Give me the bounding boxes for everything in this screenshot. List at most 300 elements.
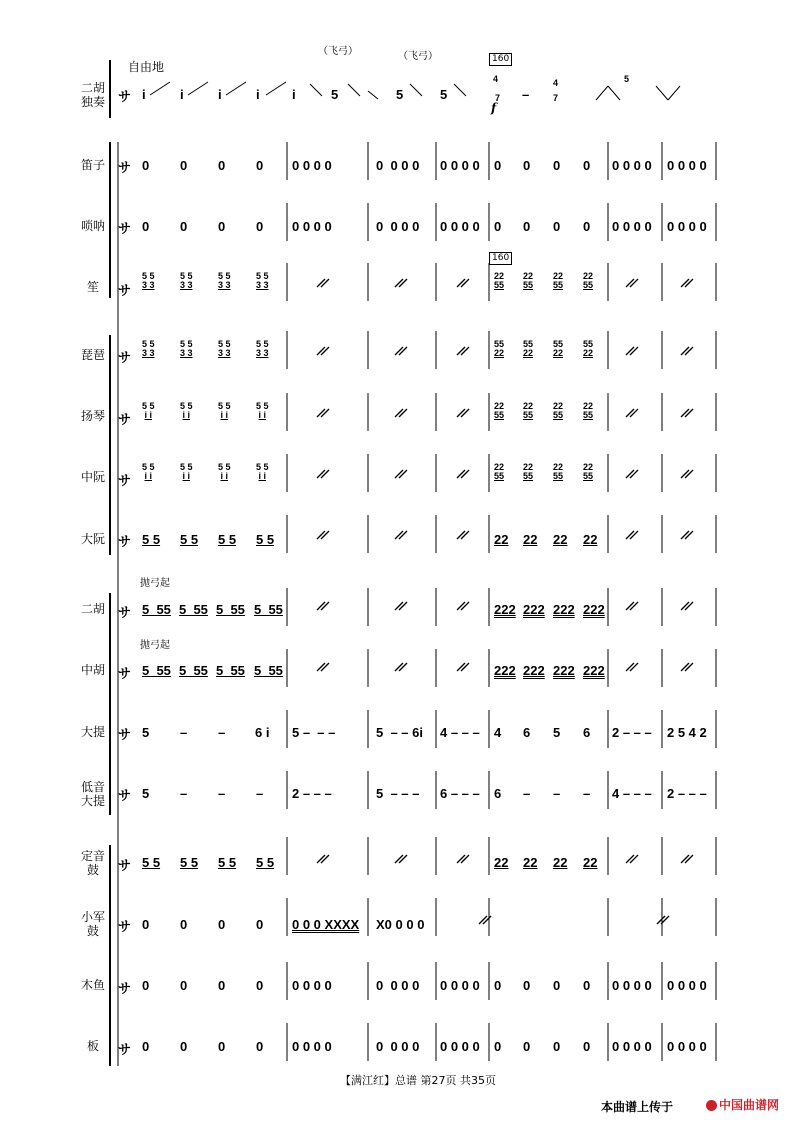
barline [399,347,407,355]
barline [457,531,465,539]
barline [483,916,491,924]
barline [457,663,465,671]
erhu-note: 222 [553,602,575,617]
dizi-rest: 0 [494,158,502,173]
yangqin-chord-top: 5 5 [218,401,231,411]
barline [399,602,407,610]
free-meter-symbol: サ [118,90,132,105]
yangqin-chord-bottom: i i [182,410,191,420]
yangqin-chord-top: 22 [523,401,534,411]
barline [457,602,465,610]
zhongruan-chord-bottom: i i [182,471,191,481]
suona-rest: 0 [553,219,561,234]
instrument-suona: 唢呐 [80,219,105,233]
muyu-rest: 0 [553,978,561,993]
rehearsal-mark-sheng: 160 [489,252,512,265]
sheng-chord-bottom: 3 3 [142,280,155,290]
barline [457,470,465,478]
barline [410,84,422,96]
free-meter-symbol: サ [118,920,132,935]
suona-rest: 0 [256,219,264,234]
instrument-pipa: 琵琶 [80,348,105,362]
ban-rest: 0 [180,1039,188,1054]
pipa-chord-bottom: 3 3 [256,348,269,358]
suona-rest-measure: 0 0 0 0 [292,219,332,234]
barline [685,855,693,863]
bass-measure: 2 – – – [292,786,332,801]
yangqin-chord-bottom: 55 [523,410,534,420]
muyu-rest-measure: 0 0 0 0 [292,978,332,993]
barline [399,531,407,539]
pipa-chord-top: 55 [583,339,594,349]
barline [681,855,689,863]
pipa-chord-bottom: 3 3 [218,348,231,358]
sheng-chord-top: 5 5 [256,271,269,281]
pipa-chord-bottom: 22 [583,348,594,358]
barline [461,347,469,355]
muyu-rest-measure: 0 0 0 0 [440,978,480,993]
barline [395,347,403,355]
ban-rest-measure: 0 0 0 0 [292,1039,332,1054]
bass-note: – [256,786,264,801]
barline [681,663,689,671]
barline [656,86,668,100]
dizi-rest: 0 [523,158,531,173]
barline [461,663,469,671]
ban-rest: 0 [494,1039,502,1054]
barline [685,470,693,478]
daruan-note: 5 5 [142,532,161,547]
timpani-note: 22 [494,855,509,870]
barline [395,602,403,610]
barline [368,91,378,99]
free-meter-symbol: サ [118,351,132,366]
barline [317,409,325,417]
bass-note: 6 [494,786,502,801]
barline [681,531,689,539]
barline [321,279,329,287]
pipa-chord-top: 55 [553,339,564,349]
suona-rest: 0 [218,219,226,234]
barline [395,531,403,539]
daruan-note: 5 5 [256,532,275,547]
barline [596,86,608,100]
barline [399,409,407,417]
sheng-chord-top: 5 5 [142,271,155,281]
muyu-rest-measure: 0 0 0 0 [612,978,652,993]
timpani-note: 22 [553,855,568,870]
pipa-chord-top: 5 5 [180,339,193,349]
barline [479,916,487,924]
zhongruan-chord-bottom: i i [144,471,153,481]
barline [681,347,689,355]
sheng-chord-top: 22 [523,271,534,281]
barline [321,470,329,478]
dizi-rest: 0 [218,158,226,173]
barline [685,279,693,287]
barline [321,347,329,355]
cello-note: 5 [142,725,150,740]
daruan-note: 5 5 [180,532,199,547]
daruan-note: 22 [553,532,568,547]
muyu-rest: 0 [494,978,502,993]
cello-measure: 5 – – – [292,725,336,740]
barline [626,409,634,417]
solo-note: 5 [396,87,404,102]
ban-rest: 0 [583,1039,591,1054]
barline [461,602,469,610]
sheng-chord-bottom: 55 [523,280,534,290]
barline [395,663,403,671]
barline [399,470,407,478]
sheng-chord-bottom: 55 [553,280,564,290]
pipa-chord-top: 55 [494,339,505,349]
erhu-note: 222 [523,602,545,617]
yangqin-chord-bottom: i i [220,410,229,420]
barline [681,602,689,610]
yangqin-chord-top: 22 [553,401,564,411]
barline [321,855,329,863]
barline [317,602,325,610]
barline [321,531,329,539]
solo-note: i [180,87,184,102]
barline [457,409,465,417]
barline [668,86,680,100]
barline [626,663,634,671]
bass-note: – [218,786,226,801]
barline [461,409,469,417]
cello-measure: 2 5 4 2 [667,725,707,740]
barline [461,531,469,539]
barline [457,347,465,355]
bass-measure: 4 – – – [612,786,652,801]
sheng-chord-top: 5 5 [218,271,231,281]
solo-note-small: 7 [553,93,559,103]
logo-text: 中国曲谱网 [719,1098,780,1112]
muyu-rest-measure: 0 0 0 0 [376,978,420,993]
sheng-chord-bottom: 3 3 [218,280,231,290]
yangqin-chord-top: 5 5 [142,401,155,411]
bass-measure: 6 – – – [440,786,480,801]
bass-note: – [553,786,561,801]
instrument-timpani: 定音鼓 [80,849,105,877]
daruan-note: 22 [523,532,538,547]
barline [630,347,638,355]
zhonghu-note: 222 [553,663,575,678]
barline [321,409,329,417]
barline [608,86,620,100]
instrument-zhonghu: 中胡 [80,663,105,677]
barline [685,409,693,417]
free-meter-symbol: サ [118,982,132,997]
barline [630,663,638,671]
snare-rest: 0 [142,917,150,932]
zhongruan-chord-bottom: i i [258,471,267,481]
cello-note: 6 [583,725,591,740]
cello-note: – [180,725,188,740]
pipa-chord-top: 5 5 [218,339,231,349]
pipa-chord-bottom: 22 [553,348,564,358]
instrument-bass: 低音大提 [80,780,105,808]
instrument-dizi: 笛子 [80,158,105,172]
barline [188,82,208,95]
free-meter-symbol: サ [118,789,132,804]
instrument-snare: 小军鼓 [80,910,105,938]
erhu-note: 5 55 [216,602,245,617]
yangqin-chord-top: 5 5 [180,401,193,411]
barline [685,663,693,671]
ban-rest-measure: 0 0 0 0 [376,1039,420,1054]
zhongruan-chord-top: 22 [553,462,564,472]
erhu-note: 5 55 [179,602,208,617]
yangqin-chord-bottom: i i [258,410,267,420]
erhu-note: 5 55 [254,602,283,617]
yangqin-chord-bottom: 55 [553,410,564,420]
zhongruan-chord-bottom: 55 [494,471,505,481]
barline [626,279,634,287]
upload-text: 本曲谱上传于 [601,1100,674,1114]
free-meter-symbol: サ [118,859,132,874]
solo-note: i [256,87,260,102]
solo-note-small: 5 [624,74,630,84]
instrument-erhu: 二胡 [80,602,105,616]
ban-rest: 0 [256,1039,264,1054]
yangqin-chord-bottom: 55 [494,410,505,420]
barline [266,82,286,95]
muyu-rest: 0 [180,978,188,993]
suona-rest-measure: 0 0 0 0 [376,219,420,234]
zhonghu-note: 5 55 [179,663,208,678]
zhongruan-chord-bottom: 55 [553,471,564,481]
barline [317,347,325,355]
muyu-rest: 0 [256,978,264,993]
timpani-note: 5 5 [180,855,199,870]
free-meter-symbol: サ [118,1043,132,1058]
muyu-rest: 0 [142,978,150,993]
suona-rest-measure: 0 0 0 0 [440,219,480,234]
sheng-chord-top: 22 [494,271,505,281]
bow-note-1: （飞弓） [318,46,358,57]
barline [150,82,170,95]
tempo-marking: 自由地 [128,60,165,74]
suona-rest: 0 [583,219,591,234]
yangqin-chord-top: 5 5 [256,401,269,411]
instrument-ban: 板 [86,1039,99,1053]
barline [630,470,638,478]
zhonghu-note: 222 [494,663,516,678]
solo-note-small: 4 [553,78,559,88]
barline [317,663,325,671]
free-meter-symbol: サ [118,222,132,237]
zhongruan-chord-bottom: i i [220,471,229,481]
ban-rest: 0 [142,1039,150,1054]
ban-rest: 0 [218,1039,226,1054]
timpani-note: 22 [583,855,598,870]
zhonghu-note: 222 [523,663,545,678]
barline [226,82,246,95]
barline [321,663,329,671]
muyu-rest: 0 [583,978,591,993]
barline [657,916,665,924]
solo-note: i [292,87,296,102]
pipa-chord-bottom: 3 3 [142,348,155,358]
site-logo [706,1096,779,1113]
zhonghu-note: 5 55 [254,663,283,678]
ban-rest: 0 [523,1039,531,1054]
pipa-chord-bottom: 22 [494,348,505,358]
barline [685,602,693,610]
bass-note: – [180,786,188,801]
suona-rest: 0 [494,219,502,234]
zhonghu-note: 5 55 [142,663,171,678]
pipa-chord-bottom: 22 [523,348,534,358]
timpani-note: 5 5 [142,855,161,870]
logo-icon [706,1100,717,1111]
barline [454,84,466,96]
barline [681,409,689,417]
solo-note: i [142,87,146,102]
dizi-rest: 0 [142,158,150,173]
snare-rest: 0 [180,917,188,932]
cello-note: 6 i [255,725,270,740]
zhonghu-note: 222 [583,663,605,678]
ban-rest-measure: 0 0 0 0 [612,1039,652,1054]
muyu-rest: 0 [218,978,226,993]
ban-rest-measure: 0 0 0 0 [667,1039,707,1054]
cello-note: – [218,725,226,740]
timpani-note: 5 5 [218,855,237,870]
dizi-rest-measure: 0 0 0 0 [667,158,707,173]
barline [399,279,407,287]
zhongruan-chord-top: 22 [494,462,505,472]
zhongruan-chord-bottom: 55 [523,471,534,481]
cello-measure: 4 – – – [440,725,480,740]
sheng-chord-bottom: 55 [494,280,505,290]
daruan-note: 22 [494,532,509,547]
snare-measure: 0 0 0 XXXX [292,917,360,932]
zhonghu-note: 5 55 [216,663,245,678]
barline [317,279,325,287]
barline [317,855,325,863]
barline [461,279,469,287]
sheng-chord-top: 5 5 [180,271,193,281]
zhongruan-chord-top: 22 [583,462,594,472]
solo-note: i [218,87,222,102]
barline [630,279,638,287]
barline [457,855,465,863]
suona-rest: 0 [142,219,150,234]
free-meter-symbol: サ [118,161,132,176]
barline [630,531,638,539]
sheng-chord-bottom: 3 3 [180,280,193,290]
barline [317,531,325,539]
free-meter-symbol: サ [118,413,132,428]
ban-rest: 0 [553,1039,561,1054]
instrument-muyu: 木鱼 [80,978,105,992]
barline [681,470,689,478]
page-footer: 【满江红】总谱 第27页 共35页 [340,1074,496,1087]
yangqin-chord-bottom: i i [144,410,153,420]
barline [321,602,329,610]
dizi-rest-measure: 0 0 0 0 [376,158,420,173]
snare-rest: 0 [218,917,226,932]
free-meter-symbol: サ [118,474,132,489]
dizi-rest: 0 [256,158,264,173]
yangqin-chord-top: 22 [583,401,594,411]
sheng-chord-top: 22 [553,271,564,281]
barline [630,855,638,863]
barline [395,855,403,863]
barline [681,279,689,287]
snare-measure: X0 0 0 0 [376,917,425,932]
free-meter-symbol: サ [118,667,132,682]
zhongruan-chord-bottom: 55 [583,471,594,481]
suona-rest: 0 [523,219,531,234]
free-meter-symbol: サ [118,535,132,550]
pipa-chord-top: 5 5 [256,339,269,349]
muyu-rest-measure: 0 0 0 0 [667,978,707,993]
timpani-note: 22 [523,855,538,870]
erhu-note: 5 55 [142,602,171,617]
pipa-chord-top: 55 [523,339,534,349]
pipa-chord-bottom: 3 3 [180,348,193,358]
ban-rest-measure: 0 0 0 0 [440,1039,480,1054]
timpani-note: 5 5 [256,855,275,870]
cello-note: 4 [494,725,502,740]
barline [626,531,634,539]
barline [685,347,693,355]
cello-note: 5 [553,725,561,740]
barline [626,347,634,355]
suona-rest-measure: 0 0 0 0 [667,219,707,234]
free-meter-symbol: サ [118,606,132,621]
rehearsal-mark-top: 160 [489,53,512,66]
solo-note-small: 7 [495,93,501,103]
barline [395,279,403,287]
solo-note-small: 4 [493,74,499,84]
barline [457,279,465,287]
solo-note: 5 [440,87,448,102]
zhongruan-chord-top: 5 5 [218,462,231,472]
barline [395,409,403,417]
dynamic-forte: f [491,101,497,115]
erhu-note: 222 [583,602,605,617]
solo-dash: – [522,87,530,102]
instrument-zhongruan: 中阮 [80,470,105,484]
cello-note: 6 [523,725,531,740]
bow-note-2: （飞弓） [398,51,438,62]
suona-rest: 0 [180,219,188,234]
cello-measure: 5 – – 6i [376,725,423,740]
dizi-rest: 0 [553,158,561,173]
free-meter-symbol: サ [118,284,132,299]
bass-note: – [583,786,591,801]
instrument-erhu-solo: 二胡独奏 [80,81,105,109]
yangqin-chord-bottom: 55 [583,410,594,420]
free-meter-symbol: サ [118,728,132,743]
barline [348,84,360,96]
sheng-chord-top: 22 [583,271,594,281]
barline [630,409,638,417]
instrument-cello: 大提 [80,725,105,739]
instrument-daruan: 大阮 [80,532,105,546]
muyu-rest: 0 [523,978,531,993]
dizi-rest-measure: 0 0 0 0 [612,158,652,173]
barline [626,470,634,478]
solo-note: 5 [331,87,339,102]
dizi-rest-measure: 0 0 0 0 [440,158,480,173]
sheng-chord-bottom: 55 [583,280,594,290]
